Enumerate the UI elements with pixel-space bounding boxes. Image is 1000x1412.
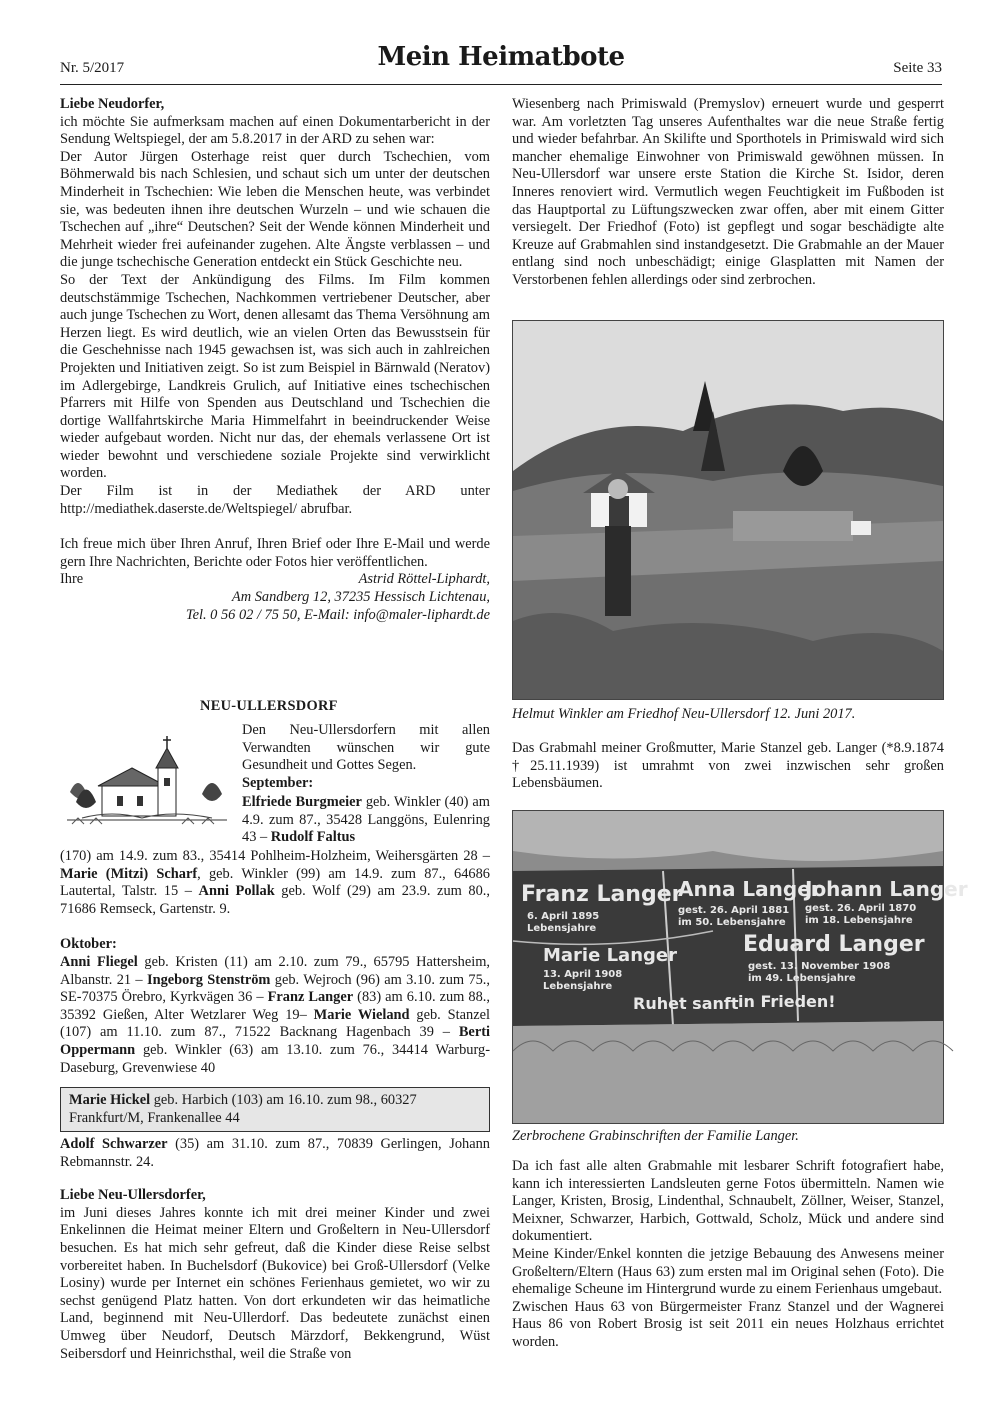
photo-caption: Helmut Winkler am Friedhof Neu-Ullersdorf 12. Juni 2017. bbox=[512, 706, 856, 722]
right-column-bottom bbox=[512, 1158, 944, 1352]
signature-name: Astrid Röttel-Liphardt, bbox=[358, 571, 490, 588]
birthday-detail: geb. Winkler (63) am 13.10. zum 76., 34414 Warburg-Daseburg, Grevenwiese 40 bbox=[60, 1041, 490, 1076]
birthday-detail: , geb. Winkler (99) am 14.9. zum 87., 64686 Lautertal, Talstr. 15 – bbox=[60, 865, 490, 900]
grave-age: im 50. Lebensjahre bbox=[678, 917, 786, 928]
grave-epitaph: Ruhet sanft bbox=[633, 994, 739, 1013]
birthday-detail: (83) am 6.10. zum 88., 35392 Gießen, Alter Wetzlarer Weg 19– bbox=[60, 989, 490, 1023]
grave-date: gest. 26. April 1870 bbox=[805, 903, 917, 914]
paragraph: Der Film ist in der Mediathek der ARD unter http://mediathek.daserste.de/Weltspiegel/ abrufbar. bbox=[60, 483, 490, 517]
greeting-neudorfer: Liebe Neudorfer, bbox=[60, 96, 165, 112]
birthday-detail: geb. Kristen (11) am 2.10. zum 79., 65795 Hattersheim, Albanstr. 21 – bbox=[60, 953, 491, 988]
paragraph: Zwischen Haus 63 von Bürgermeister Franz Stanzel und der Wagnerei Haus 86 von Robert Brosig ist seit 2011 ein neues Holzhaus errichtet worden. bbox=[512, 1298, 944, 1350]
signature-contact: Tel. 0 56 02 / 75 50, E-Mail: info@maler-liphardt.de bbox=[185, 607, 490, 624]
grave-paragraph bbox=[512, 740, 944, 793]
grave-age: im 49. Lebensjahre bbox=[748, 973, 856, 984]
greeting-neu-ullersdorfer: Liebe Neu-Ullersdorfer, bbox=[60, 1187, 206, 1204]
grave-name: Johann Langer bbox=[805, 877, 968, 901]
church-illustration bbox=[62, 732, 232, 827]
paragraph: Das Grabmahl meiner Großmutter, Marie Stanzel geb. Langer (*8.9.1874 †25.11.1939) ist umrahmt von zwei inzwischen sehr großen Lebensbäumen. bbox=[512, 740, 944, 792]
grave-date: gest. 26. April 1881 bbox=[678, 905, 790, 916]
left-column-top bbox=[60, 96, 490, 625]
grave-epitaph: in Frieden! bbox=[738, 992, 836, 1011]
person-name: Marie Wieland bbox=[313, 1006, 410, 1023]
person-name: Ingeborg Stenström bbox=[146, 971, 271, 988]
birthday-detail: geb. Harbich (103) am 16.10. zum 98., 60327 Frankfurt/M, Frankenallee 44 bbox=[69, 1092, 417, 1126]
page-header bbox=[60, 40, 942, 85]
grave-name: Anna Langer bbox=[678, 877, 821, 901]
paragraph: Wiesenberg nach Primiswald (Premyslov) erneuert wurde und gesperrt war. Am vorletzten Tag unseres Aufenthaltes war die neue Straße fertig und wieder befahrbar. An Skilifte und Sporthotels in Primiswald wird sich mancher ehemalige Einwohner von Primiswald gewöhnen müssen. In Neu-Ullersdorf war unsere erste Station die Kirche St. Isidor, deren Inneres renoviert wird. Vermutlich wegen Feuchtigkeit im Fußboden ist das Hauptportal zu Lüftungszwecken zwar offen, aber mit einem Gitter versiegelt. Der Friedhof (Foto) ist gepflegt und sogar beschädigte alte Kreuze auf Grabmahlen sind instandgesetzt. Die Grabmahle an der Mauer entlang sind noch unbeschädigt; einige Glasplatten mit Namen der Verstorbenen fehlen allerdings oder sind zerbrochen. bbox=[512, 96, 944, 288]
grave-name: Marie Langer bbox=[543, 945, 677, 966]
month-heading-october: Oktober: bbox=[60, 936, 117, 953]
paragraph: Da ich fast alle alten Grabmahle mit lesbarer Schrift fotografiert habe, kann ich interessierten Landsleuten gerne Fotos übermitteln. Namen wie Langer, Kristen, Brosig, Lindenthal, Schnaubelt, Zöllner, Weiser, Stanzel, Meixner, Schwarzer, Harbich, Gottwald, Scholz, Mück und andere sind dokumentiert. bbox=[512, 1158, 944, 1245]
person-name: Anni Fliegel bbox=[60, 953, 138, 970]
page-number: Seite 33 bbox=[893, 60, 942, 76]
grave-age: Lebensjahre bbox=[527, 923, 597, 934]
birthday-detail: geb. Winkler (40) am 4.9. zum 87., 35428 Langgöns, Eulenring 43 – bbox=[242, 794, 490, 846]
birthday-detail: geb. Wolf (29) am 23.9. zum 80., 71686 Remseck, Gartenstr. 9. bbox=[60, 883, 490, 917]
gravestone-photo bbox=[512, 810, 968, 1124]
person-name: Marie Hickel bbox=[69, 1092, 151, 1108]
sign-off: Ihre bbox=[60, 571, 84, 588]
section-title: NEU-ULLERSDORF bbox=[200, 698, 338, 714]
birthday-detail: (170) am 14.9. zum 83., 35414 Pohlheim-Holzheim, Weihersgärten 28 – bbox=[60, 848, 490, 864]
month-heading-september: September: bbox=[242, 774, 314, 791]
cemetery-photo bbox=[512, 320, 944, 700]
person-name: Franz Langer bbox=[267, 989, 354, 1006]
grave-date: gest. 13. November 1908 bbox=[748, 961, 891, 972]
grave-date: 13. April 1908 bbox=[543, 969, 623, 980]
signature-address: Am Sandberg 12, 37235 Hessisch Lichtenau, bbox=[231, 589, 490, 606]
paragraph: So der Text der Ankündigung des Films. Im Film kommen deutschstämmige Tschechen, Nachkommen vertriebener Deutscher, aber auch junge Tschechen zu Wort, denen allesamt das Thema Versöhnung am Herzen liegt. Es wird deutlich, wie an vielen Orten das Bewusstsein für die Geschehnisse nach 1945 gewachsen ist, was sich auch in zahlreichen Projekten und Initiativen zeigt. So ist zum Beispiel in Bärnwald (Neratov) im Adlergebirge, Landkreis Grulich, auf Initiative eines tschechischen Pfarrers mit Hilfe von Spenden aus Deutschland und Tschechien die dortige Wallfahrtskirche Maria Himmelfahrt in beeindruckender Weise wieder aufgebaut worden. Nicht nur das, der ehemals verlassene Ort ist wieder bewohnt und verschiedene soziale Projekte sind verwirklicht worden. bbox=[60, 271, 490, 482]
person-name: Marie (Mitzi) Scharf bbox=[60, 865, 198, 882]
person-name: Anni Pollak bbox=[198, 883, 275, 900]
grave-age: Lebensjahre bbox=[543, 981, 613, 992]
birthday-detail: geb. Stanzel (107) am 11.10. zum 87., 71522 Backnang Hagenbach 39 – bbox=[60, 1006, 490, 1041]
paragraph: Ich freue mich über Ihren Anruf, Ihren Brief oder Ihre E-Mail und werde gern Ihre Nachrichten, Berichte oder Fotos hier veröffentlichen. bbox=[60, 536, 490, 570]
paragraph: im Juni dieses Jahres konnte ich mit drei meiner Kinder und zwei Enkelinnen die Heimat meiner Eltern und Großeltern in Neu-Ullersdorf besuchen. Es hat mich sehr gefreut, daß die Kinder diese Reise selbst vorbereitet haben. In Buchelsdorf (Bukovice) bei Groß-Ullersdorf (Velke Losiny) wurde per Internet ein schönes Ferienhaus gemietet, wo wir zu sechst genügend Platz hatten. Von dort erkundeten wir das heimatliche Land, beginnend mit Neu-Ullerdorf. Das bedeutete zunächst einen Umweg über Neudorf, Deutsch Märzdorf, Bekkengrund, Wüst Seibersdorf und Heinrichsthal, weil die Straße von bbox=[60, 1204, 490, 1362]
grave-name: Eduard Langer bbox=[743, 932, 925, 957]
person-name: Rudolf Faltus bbox=[270, 829, 356, 846]
grave-age: im 18. Lebensjahre bbox=[805, 915, 913, 926]
person-name: Berti Oppermann bbox=[60, 1024, 490, 1058]
issue-number: Nr. 5/2017 bbox=[60, 60, 125, 76]
person-name: Adolf Schwarzer bbox=[60, 1136, 168, 1152]
birthday-detail: geb. Wejroch (96) am 3.10. zum 75., SE-70375 Örebro, Kyrkvägen 36 – bbox=[60, 971, 491, 1006]
right-column-top bbox=[512, 96, 944, 290]
left-column-bottom bbox=[60, 1136, 490, 1363]
paragraph: ich möchte Sie aufmerksam machen auf einen Dokumentarbericht in der Sendung Weltspiegel, der am 5.8.2017 in der ARD zu sehen war: bbox=[60, 113, 490, 148]
masthead-logo: Mein Heimatbote bbox=[377, 42, 625, 72]
intro-text: Den Neu-Ullersdorfern mit allen Verwandten wünschen wir gute Gesundheit und Gottes Segen. bbox=[242, 722, 490, 774]
paragraph: Der Autor Jürgen Osterhage reist quer durch Tschechien, vom Böhmerwald bis nach Schlesien, und schaut sich um unter der deutschen Minderheit in Tschechien: Wie leben die Menschen heute, was verbindet sie, was bedeuten ihnen ihre deutschen Wurzeln – und wie schauen die Tschechen auf „ihre“ Deutschen? Seit der Wende können Minderheit und Mehrheit wieder frei aufeinander zugehen. Alte Ängste verblassen – und die junge tschechische Generation entdeckt ein Stück Geschichte neu. bbox=[60, 148, 490, 271]
birthday-intro bbox=[242, 722, 490, 792]
grave-name: Franz Langer bbox=[521, 882, 683, 907]
paragraph: Meine Kinder/Enkel konnten die jetzige Bebauung des Anwesens meiner Großeltern/Eltern (Haus 63) zum ersten mal im Original sehen (Foto). Die ehemalige Scheune im Hintergrund wurde zu einem Ferienhaus umgebaut. bbox=[512, 1245, 944, 1298]
september-list bbox=[60, 848, 490, 1077]
september-list-start bbox=[242, 794, 490, 847]
person-name: Elfriede Burgmeier bbox=[242, 794, 362, 810]
photo-caption: Zerbrochene Grabinschriften der Familie Langer. bbox=[512, 1128, 799, 1144]
grave-date: 6. April 1895 bbox=[527, 911, 600, 922]
highlight-box bbox=[60, 1087, 490, 1132]
birthday-detail: (35) am 31.10. zum 87., 70839 Gerlingen, Johann Rebmannstr. 24. bbox=[60, 1136, 491, 1170]
